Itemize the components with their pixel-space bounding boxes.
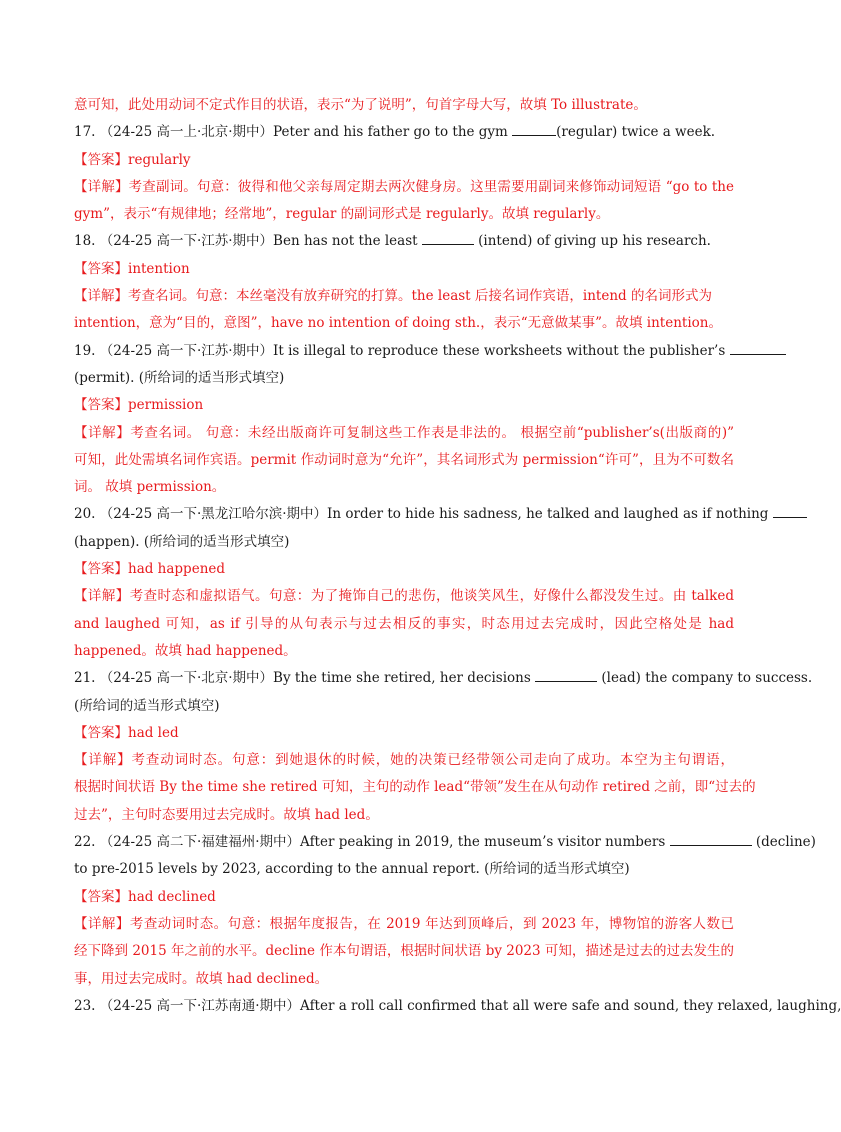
explanation-line: 【详解】考查名词。 句意：未经出版商许可复制这些工作表是非法的。 根据空前“publisher’s(出版商的)” (74, 424, 734, 441)
question-text: (permit). (所给词的适当形式填空) (74, 369, 285, 386)
answer-line: 【答案】had declined (74, 888, 216, 905)
explanation-line: 【详解】考查名词。句意：本丝毫没有放弃研究的打算。the least 后接名词作宾语，intend 的名词形式为 (74, 288, 712, 305)
question-line (74, 665, 813, 692)
answer-blank (730, 341, 786, 355)
question-text: (decline) (751, 834, 816, 851)
answer-blank (773, 504, 807, 518)
explanation-line: 【详解】考查动词时态。句意：到她退休的时候，她的决策已经带领公司走向了成功。本空为主句谓语， (74, 752, 734, 769)
question-line (74, 228, 734, 255)
answer-line: 【答案】had led (74, 724, 179, 741)
question-line (74, 829, 816, 856)
question-text: to pre-2015 levels by 2023, according to the annual report. (所给词的适当形式填空) (74, 861, 630, 878)
explanation-line: 意可知，此处用动词不定式作目的状语，表示“为了说明”，句首字母大写，故填 To illustrate。 (74, 97, 647, 113)
question-text: 21. （24-25 高一下·北京·期中）By the time she retired, her decisions (74, 670, 536, 687)
question-text: 23. （24-25 高一下·江苏南通·期中）After a roll call confirmed that all were safe and sound, they relaxed, laughing, (74, 997, 841, 1014)
answer-line: 【答案】had happened (74, 561, 226, 578)
explanation-line: intention，意为“目的，意图”，have no intention of doing sth.，表示“无意做某事”。故填 intention。 (74, 315, 722, 332)
question-text: (regular) twice a week. (556, 124, 716, 141)
question-text: 19. （24-25 高一下·江苏·期中）It is illegal to reproduce these worksheets without the publisher’s (74, 342, 730, 359)
question-line (74, 529, 734, 556)
question-line (74, 501, 773, 528)
explanation-line: 【详解】考查时态和虚拟语气。句意：为了掩饰自己的悲伤，他谈笑风生，好像什么都没发生过。由 talked (74, 588, 734, 605)
answer-blank (535, 668, 597, 682)
explanation-line: gym”，表示“有规律地；经常地”，regular 的副词形式是 regularly。故填 regularly。 (74, 206, 610, 223)
answer-blank (512, 122, 556, 136)
explanation-line: 经下降到 2015 年之前的水平。decline 作本句谓语，根据时间状语 by 2023 可知，描述是过去的过去发生的 (74, 943, 734, 960)
question-line (74, 119, 734, 146)
explanation-line: 过去”，主句时态要用过去完成时。故填 had led。 (74, 806, 379, 823)
explanation-line: 可知，此处需填名词作宾语。permit 作动词时意为“允许”，其名词形式为 permission“许可”，且为不可数名 (74, 451, 734, 468)
explanation-line: 词。 故填 permission。 (74, 479, 226, 496)
explanation-line: 事，用过去完成时。故填 had declined。 (74, 970, 329, 987)
question-text: 20. （24-25 高一下·黑龙江哈尔滨·期中）In order to hide his sadness, he talked and laughed as if nothing (74, 506, 773, 523)
explanation-line: 【详解】考查副词。句意：彼得和他父亲每周定期去两次健身房。这里需要用副词来修饰动词短语 “go to the (74, 178, 734, 195)
question-line (74, 693, 734, 720)
answer-line: 【答案】permission (74, 397, 204, 414)
question-text: (happen). (所给词的适当形式填空) (74, 533, 290, 550)
explanation-line: happened。故填 had happened。 (74, 642, 297, 659)
answer-line: 【答案】regularly (74, 151, 191, 168)
question-line (74, 338, 734, 365)
explanation-line: 根据时间状语 By the time she retired 可知，主句的动作 lead“带领”发生在从句动作 retired 之前，即“过去的 (74, 779, 756, 796)
question-text: 22. （24-25 高二下·福建福州·期中）After peaking in 2019, the museum’s visitor numbers (74, 834, 670, 851)
question-line (74, 993, 841, 1020)
answer-blank (422, 231, 474, 245)
question-text: 17. （24-25 高一上·北京·期中）Peter and his father go to the gym (74, 124, 513, 141)
explanation-line: 【详解】考查动词时态。句意：根据年度报告，在 2019 年达到顶峰后，到 2023 年，博物馆的游客人数已 (74, 915, 734, 932)
question-text: (lead) the company to success. (597, 670, 813, 687)
question-line (74, 856, 734, 883)
question-text: 18. （24-25 高一下·江苏·期中）Ben has not the least (74, 233, 422, 250)
answer-line: 【答案】intention (74, 260, 190, 277)
explanation-line: and laughed 可知，as if 引导的从句表示与过去相反的事实，时态用过去完成时，因此空格处是 had (74, 615, 734, 632)
question-text: (所给词的适当形式填空) (74, 697, 220, 714)
question-text: (intend) of giving up his research. (473, 233, 711, 250)
answer-blank (670, 832, 752, 846)
question-line (74, 365, 734, 392)
document-page (74, 92, 841, 1020)
